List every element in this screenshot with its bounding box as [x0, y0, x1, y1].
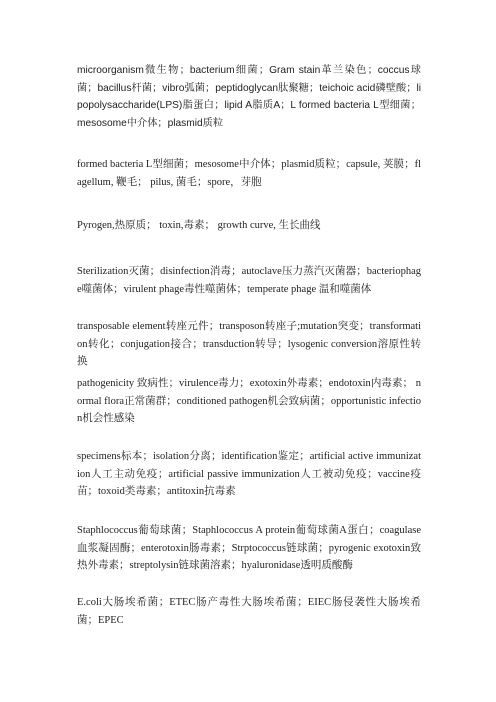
- paragraph-pathogenicity: pathogenicity 致病性；virulence毒力；exotoxin外毒素；endotoxin内毒素； normal flora正常菌群；conditioned pathogen机会致病菌；opportunistic infection机会性感染: [77, 378, 421, 424]
- paragraph-pyrogen-toxin: Pyrogen,热原质； toxin,毒素； growth curve, 生长曲线: [77, 220, 321, 231]
- paragraph-diagnosis-immunization: specimens标本；isolation分离；identification鉴定；artificial active immunization人工主动免疫；artificial passive immunization人工被动免疫；vaccine疫苗；toxoid类毒素；antitoxin抗毒素: [77, 451, 421, 497]
- paragraph-genetic-variation: transposable element转座元件；transposon转座子;mutation突变；transformation转化；conjugation接合；transduction转导；lysogenic conversion溶原性转换: [77, 321, 421, 367]
- paragraph-cocci: Staphlococcus葡萄球菌；Staphlococcus A protein葡萄球菌A蛋白；coagulase血浆凝固酶；enterotoxin肠毒素；Strptococcus链球菌；pyrogenic exotoxin致热外毒素；streptolysin链球菌溶素；hyaluronidase透明质酸酶: [77, 525, 421, 571]
- paragraph-sterilization-phage: Sterilization灭菌；disinfection消毒；autoclave压力蒸汽灭菌器；bacteriophage噬菌体；virulent phage毒性噬菌体；temperate phage 温和噬菌体: [77, 266, 421, 295]
- paragraph-microorganism-terms: microorganism微生物；bacterium细菌；Gram stain革兰染色；coccus球菌；bacillus杆菌；vibro弧菌；peptidoglycan肽聚糖；teichoic acid磷壁酸；lipopolysaccharide(LPS)脂蛋白；lipid A脂质A；L formed bacteria L型细菌；mesosome中介体；plasmid质粒: [77, 65, 421, 129]
- paragraph-e-coli: E.coli大肠埃希菌；ETEC肠产毒性大肠埃希菌；EIEC肠侵袭性大肠埃希菌；EPEC: [77, 597, 421, 626]
- paragraph-bacterial-structures: formed bacteria L型细菌；mesosome中介体；plasmid质粒；capsule, 荚膜；flagellum, 鞭毛； pilus, 菌毛；spore，芽胞: [77, 159, 421, 188]
